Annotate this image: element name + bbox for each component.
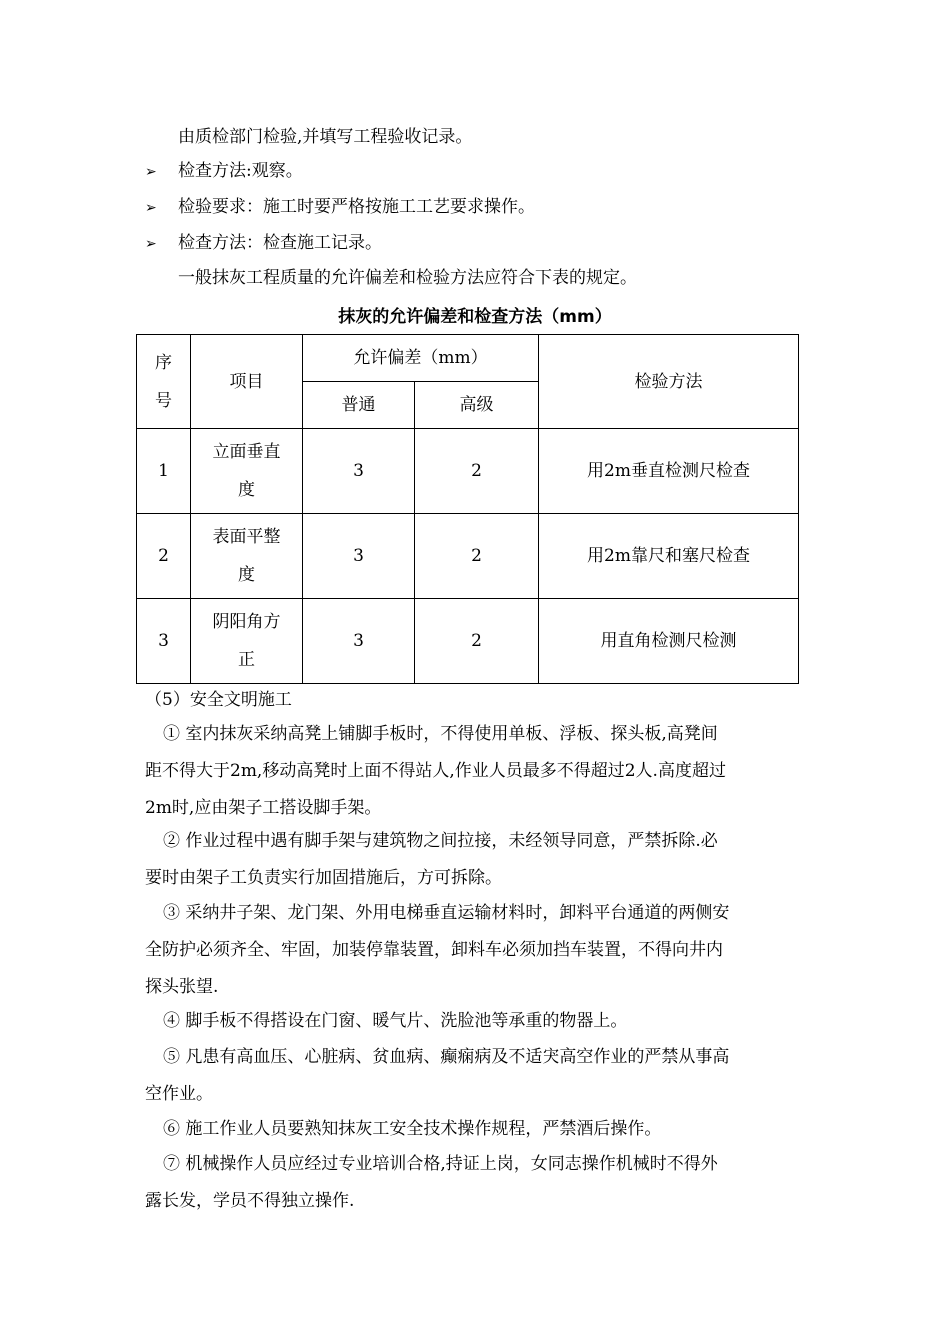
cell-item-line2: 度 xyxy=(238,565,255,585)
safety-item-line: ③ 采纳井子架、龙门架、外用电梯垂直运输材料时，卸料平台通道的两侧安 xyxy=(163,903,730,923)
cell-normal: 3 xyxy=(303,514,415,599)
safety-item-line: ④ 脚手板不得搭设在门窗、暖气片、洗脸池等承重的物器上。 xyxy=(163,1011,628,1031)
safety-item-line: 空作业。 xyxy=(145,1084,213,1104)
table-title: 抹灰的允许偏差和检查方法（mm） xyxy=(338,307,612,327)
header-no-line1: 序 xyxy=(155,352,172,373)
cell-advanced: 2 xyxy=(415,429,539,514)
bullet-item-3 xyxy=(145,232,382,255)
cell-normal: 3 xyxy=(303,429,415,514)
table-row xyxy=(137,429,799,514)
safety-heading: （5）安全文明施工 xyxy=(145,690,292,710)
bullet-text: 检查方法:观察。 xyxy=(178,161,303,181)
arrow-bullet-icon: ➢ xyxy=(145,200,157,216)
cell-item-line1: 立面垂直 xyxy=(212,442,281,462)
safety-item-line: ⑥ 施工作业人员要熟知抹灰工安全技术操作规程，严禁酒后操作。 xyxy=(163,1119,662,1139)
header-tolerance: 允许偏差（mm） xyxy=(303,335,539,382)
safety-item-line: ① 室内抹灰采纳高凳上铺脚手板时，不得使用单板、浮板、探头板,高凳间 xyxy=(163,724,718,744)
safety-item-4 xyxy=(145,1003,810,1040)
cell-item xyxy=(191,514,303,599)
cell-item-line2: 度 xyxy=(238,480,255,500)
header-no-line2: 号 xyxy=(155,390,172,411)
arrow-bullet-icon: ➢ xyxy=(145,236,157,252)
bullet-item-2 xyxy=(145,196,535,219)
cell-no: 1 xyxy=(137,429,191,514)
cell-method: 用2m靠尺和塞尺检查 xyxy=(539,514,799,599)
table-row xyxy=(137,599,799,684)
safety-item-5 xyxy=(145,1039,810,1113)
cell-advanced: 2 xyxy=(415,514,539,599)
safety-item-line: 距不得大于2m,移动高凳时上面不得站人,作业人员最多不得超过2人.高度超过 xyxy=(145,761,726,781)
safety-item-6 xyxy=(145,1111,810,1148)
cell-item xyxy=(191,429,303,514)
cell-method: 用2m垂直检测尺检查 xyxy=(539,429,799,514)
table-row xyxy=(137,514,799,599)
safety-item-line: ⑦ 机械操作人员应经过专业培训合格,持证上岗，女同志操作机械时不得外 xyxy=(163,1154,718,1174)
cell-no: 2 xyxy=(137,514,191,599)
safety-item-line: ⑤ 凡患有高血压、心脏病、贫血病、癫痫病及不适宊高空作业的严禁从事高 xyxy=(163,1047,730,1067)
bullet-text: 检查方法：检查施工记录。 xyxy=(178,233,382,253)
header-method: 检验方法 xyxy=(539,335,799,429)
cell-item-line1: 阴阳角方 xyxy=(212,612,281,632)
cell-normal: 3 xyxy=(303,599,415,684)
safety-item-line: 露长发，学员不得独立操作. xyxy=(145,1191,355,1211)
intro-line-2: 一般抹灰工程质量的允许偏差和检验方法应符合下表的规定。 xyxy=(178,268,637,288)
cell-no: 3 xyxy=(137,599,191,684)
cell-item-line2: 正 xyxy=(238,650,255,670)
header-normal: 普通 xyxy=(303,382,415,429)
cell-item-line1: 表面平整 xyxy=(212,527,281,547)
safety-item-7 xyxy=(145,1146,810,1220)
safety-item-3 xyxy=(145,895,810,1006)
bullet-text: 检验要求：施工时要严格按施工工艺要求操作。 xyxy=(178,197,535,217)
intro-line-1: 由质检部门检验,并填写工程验收记录。 xyxy=(178,127,473,147)
safety-item-line: 要时由架子工负责实行加固措施后，方可拆除。 xyxy=(145,868,502,888)
safety-item-2 xyxy=(145,823,810,897)
header-no xyxy=(137,335,191,429)
header-item: 项目 xyxy=(191,335,303,429)
safety-item-line: 全防护必须齐全、牢固，加装停靠装置，卸料车必须加挡车装置，不得向井内 xyxy=(145,940,723,960)
cell-item xyxy=(191,599,303,684)
bullet-item-1 xyxy=(145,160,303,183)
safety-item-line: ② 作业过程中遇有脚手架与建筑物之间拉接，未经领导同意，严禁拆除.必 xyxy=(163,831,718,851)
cell-method: 用直角检测尺检测 xyxy=(539,599,799,684)
safety-item-line: 2m时,应由架子工搭设脚手架。 xyxy=(145,798,382,818)
cell-advanced: 2 xyxy=(415,599,539,684)
safety-item-line: 探头张望. xyxy=(145,977,219,997)
safety-item-1 xyxy=(145,716,810,827)
header-advanced: 高级 xyxy=(415,382,539,429)
tolerance-table xyxy=(136,334,799,684)
arrow-bullet-icon: ➢ xyxy=(145,164,157,180)
